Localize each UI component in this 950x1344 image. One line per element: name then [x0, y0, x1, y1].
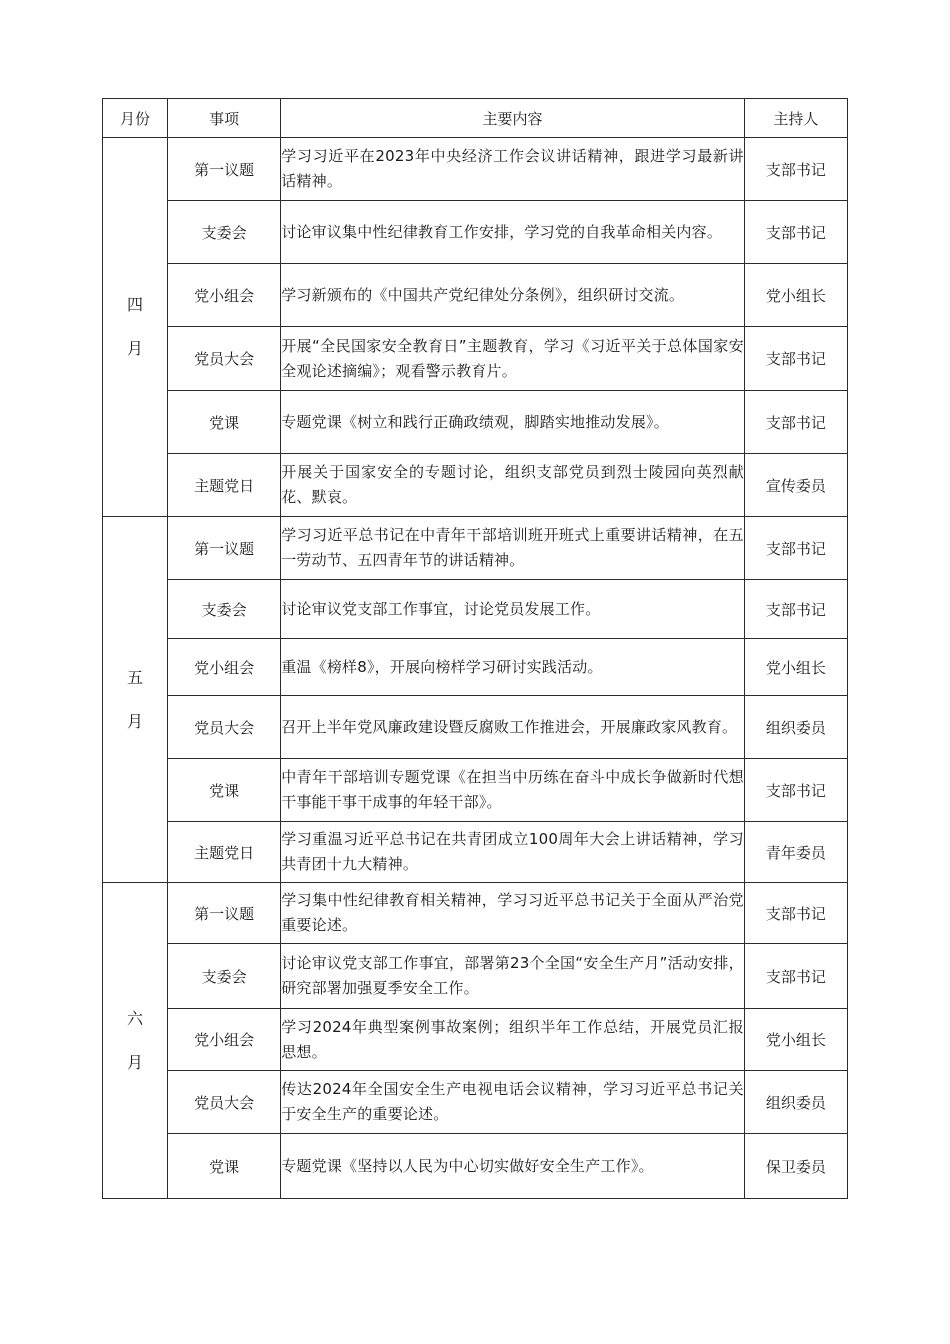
header-row — [103, 99, 848, 138]
item-cell: 党小组会 — [168, 639, 281, 696]
host-cell: 支部书记 — [744, 138, 847, 201]
item-cell: 第一议题 — [168, 517, 281, 580]
table-row — [103, 822, 848, 883]
item-cell: 主题党日 — [168, 454, 281, 517]
content-cell: 讨论审议党支部工作事宜，部署第23个全国“安全生产月”活动安排，研究部署加强夏季安全工作。 — [281, 944, 745, 1009]
item-cell: 党员大会 — [168, 327, 281, 391]
host-cell: 宣传委员 — [744, 454, 847, 517]
item-cell: 支委会 — [168, 944, 281, 1009]
header-month: 月份 — [103, 99, 168, 138]
table-row — [103, 639, 848, 696]
table-row — [103, 454, 848, 517]
month-label: 六月 — [127, 1008, 144, 1072]
item-cell: 党小组会 — [168, 264, 281, 327]
content-cell: 学习新颁布的《中国共产党纪律处分条例》，组织研讨交流。 — [281, 264, 745, 327]
table-row — [103, 696, 848, 759]
item-cell: 党课 — [168, 1134, 281, 1199]
month-label: 四月 — [127, 295, 144, 358]
content-cell: 学习习近平在2023年中央经济工作会议讲话精神，跟进学习最新讲话精神。 — [281, 138, 745, 201]
content-cell: 讨论审议集中性纪律教育工作安排，学习党的自我革命相关内容。 — [281, 201, 745, 264]
content-cell: 讨论审议党支部工作事宜，讨论党员发展工作。 — [281, 580, 745, 639]
item-cell: 党员大会 — [168, 1071, 281, 1134]
content-cell: 学习集中性纪律教育相关精神，学习习近平总书记关于全面从严治党重要论述。 — [281, 883, 745, 944]
table-row — [103, 391, 848, 454]
host-cell: 支部书记 — [744, 580, 847, 639]
header-host: 主持人 — [744, 99, 847, 138]
content-cell: 专题党课《树立和践行正确政绩观，脚踏实地推动发展》。 — [281, 391, 745, 454]
item-cell: 第一议题 — [168, 138, 281, 201]
content-cell: 传达2024年全国安全生产电视电话会议精神，学习习近平总书记关于安全生产的重要论述。 — [281, 1071, 745, 1134]
host-cell: 党小组长 — [744, 264, 847, 327]
content-cell: 中青年干部培训专题党课《在担当中历练在奋斗中成长争做新时代想干事能干事干成事的年轻干部》。 — [281, 759, 745, 822]
host-cell: 党小组长 — [744, 639, 847, 696]
item-cell: 党小组会 — [168, 1009, 281, 1071]
month-label: 五月 — [127, 667, 144, 731]
header-item: 事项 — [168, 99, 281, 138]
content-cell: 开展“全民国家安全教育日”主题教育，学习《习近平关于总体国家安全观论述摘编》；观看警示教育片。 — [281, 327, 745, 391]
host-cell: 支部书记 — [744, 759, 847, 822]
content-cell: 召开上半年党风廉政建设暨反腐败工作推进会，开展廉政家风教育。 — [281, 696, 745, 759]
item-cell: 党课 — [168, 391, 281, 454]
table-row — [103, 1071, 848, 1134]
table-row — [103, 1009, 848, 1071]
table-row — [103, 264, 848, 327]
item-cell: 支委会 — [168, 201, 281, 264]
content-cell: 学习2024年典型案例事故案例；组织半年工作总结，开展党员汇报思想。 — [281, 1009, 745, 1071]
content-cell: 学习重温习近平总书记在共青团成立100周年大会上讲话精神，学习共青团十九大精神。 — [281, 822, 745, 883]
content-cell: 专题党课《坚持以人民为中心切实做好安全生产工作》。 — [281, 1134, 745, 1199]
content-cell: 学习习近平总书记在中青年干部培训班开班式上重要讲话精神，在五一劳动节、五四青年节的讲话精神。 — [281, 517, 745, 580]
content-cell: 重温《榜样8》，开展向榜样学习研讨实践活动。 — [281, 639, 745, 696]
item-cell: 第一议题 — [168, 883, 281, 944]
host-cell: 支部书记 — [744, 944, 847, 1009]
content-cell: 开展关于国家安全的专题讨论，组织支部党员到烈士陵园向英烈献花、默哀。 — [281, 454, 745, 517]
host-cell: 党小组长 — [744, 1009, 847, 1071]
host-cell: 支部书记 — [744, 883, 847, 944]
item-cell: 党课 — [168, 759, 281, 822]
item-cell: 党员大会 — [168, 696, 281, 759]
host-cell: 组织委员 — [744, 1071, 847, 1134]
table-row — [103, 1134, 848, 1199]
host-cell: 支部书记 — [744, 327, 847, 391]
table-row — [103, 759, 848, 822]
host-cell: 支部书记 — [744, 201, 847, 264]
month-cell-may — [103, 517, 168, 883]
table-row — [103, 327, 848, 391]
month-cell-june — [103, 883, 168, 1199]
table-row — [103, 883, 848, 944]
host-cell: 保卫委员 — [744, 1134, 847, 1199]
table-row — [103, 580, 848, 639]
host-cell: 支部书记 — [744, 517, 847, 580]
header-content: 主要内容 — [281, 99, 745, 138]
item-cell: 支委会 — [168, 580, 281, 639]
table-row — [103, 517, 848, 580]
table-row — [103, 201, 848, 264]
item-cell: 主题党日 — [168, 822, 281, 883]
table-row — [103, 944, 848, 1009]
host-cell: 青年委员 — [744, 822, 847, 883]
host-cell: 组织委员 — [744, 696, 847, 759]
host-cell: 支部书记 — [744, 391, 847, 454]
table-row — [103, 138, 848, 201]
schedule-table — [102, 98, 848, 1199]
month-cell-april — [103, 138, 168, 517]
